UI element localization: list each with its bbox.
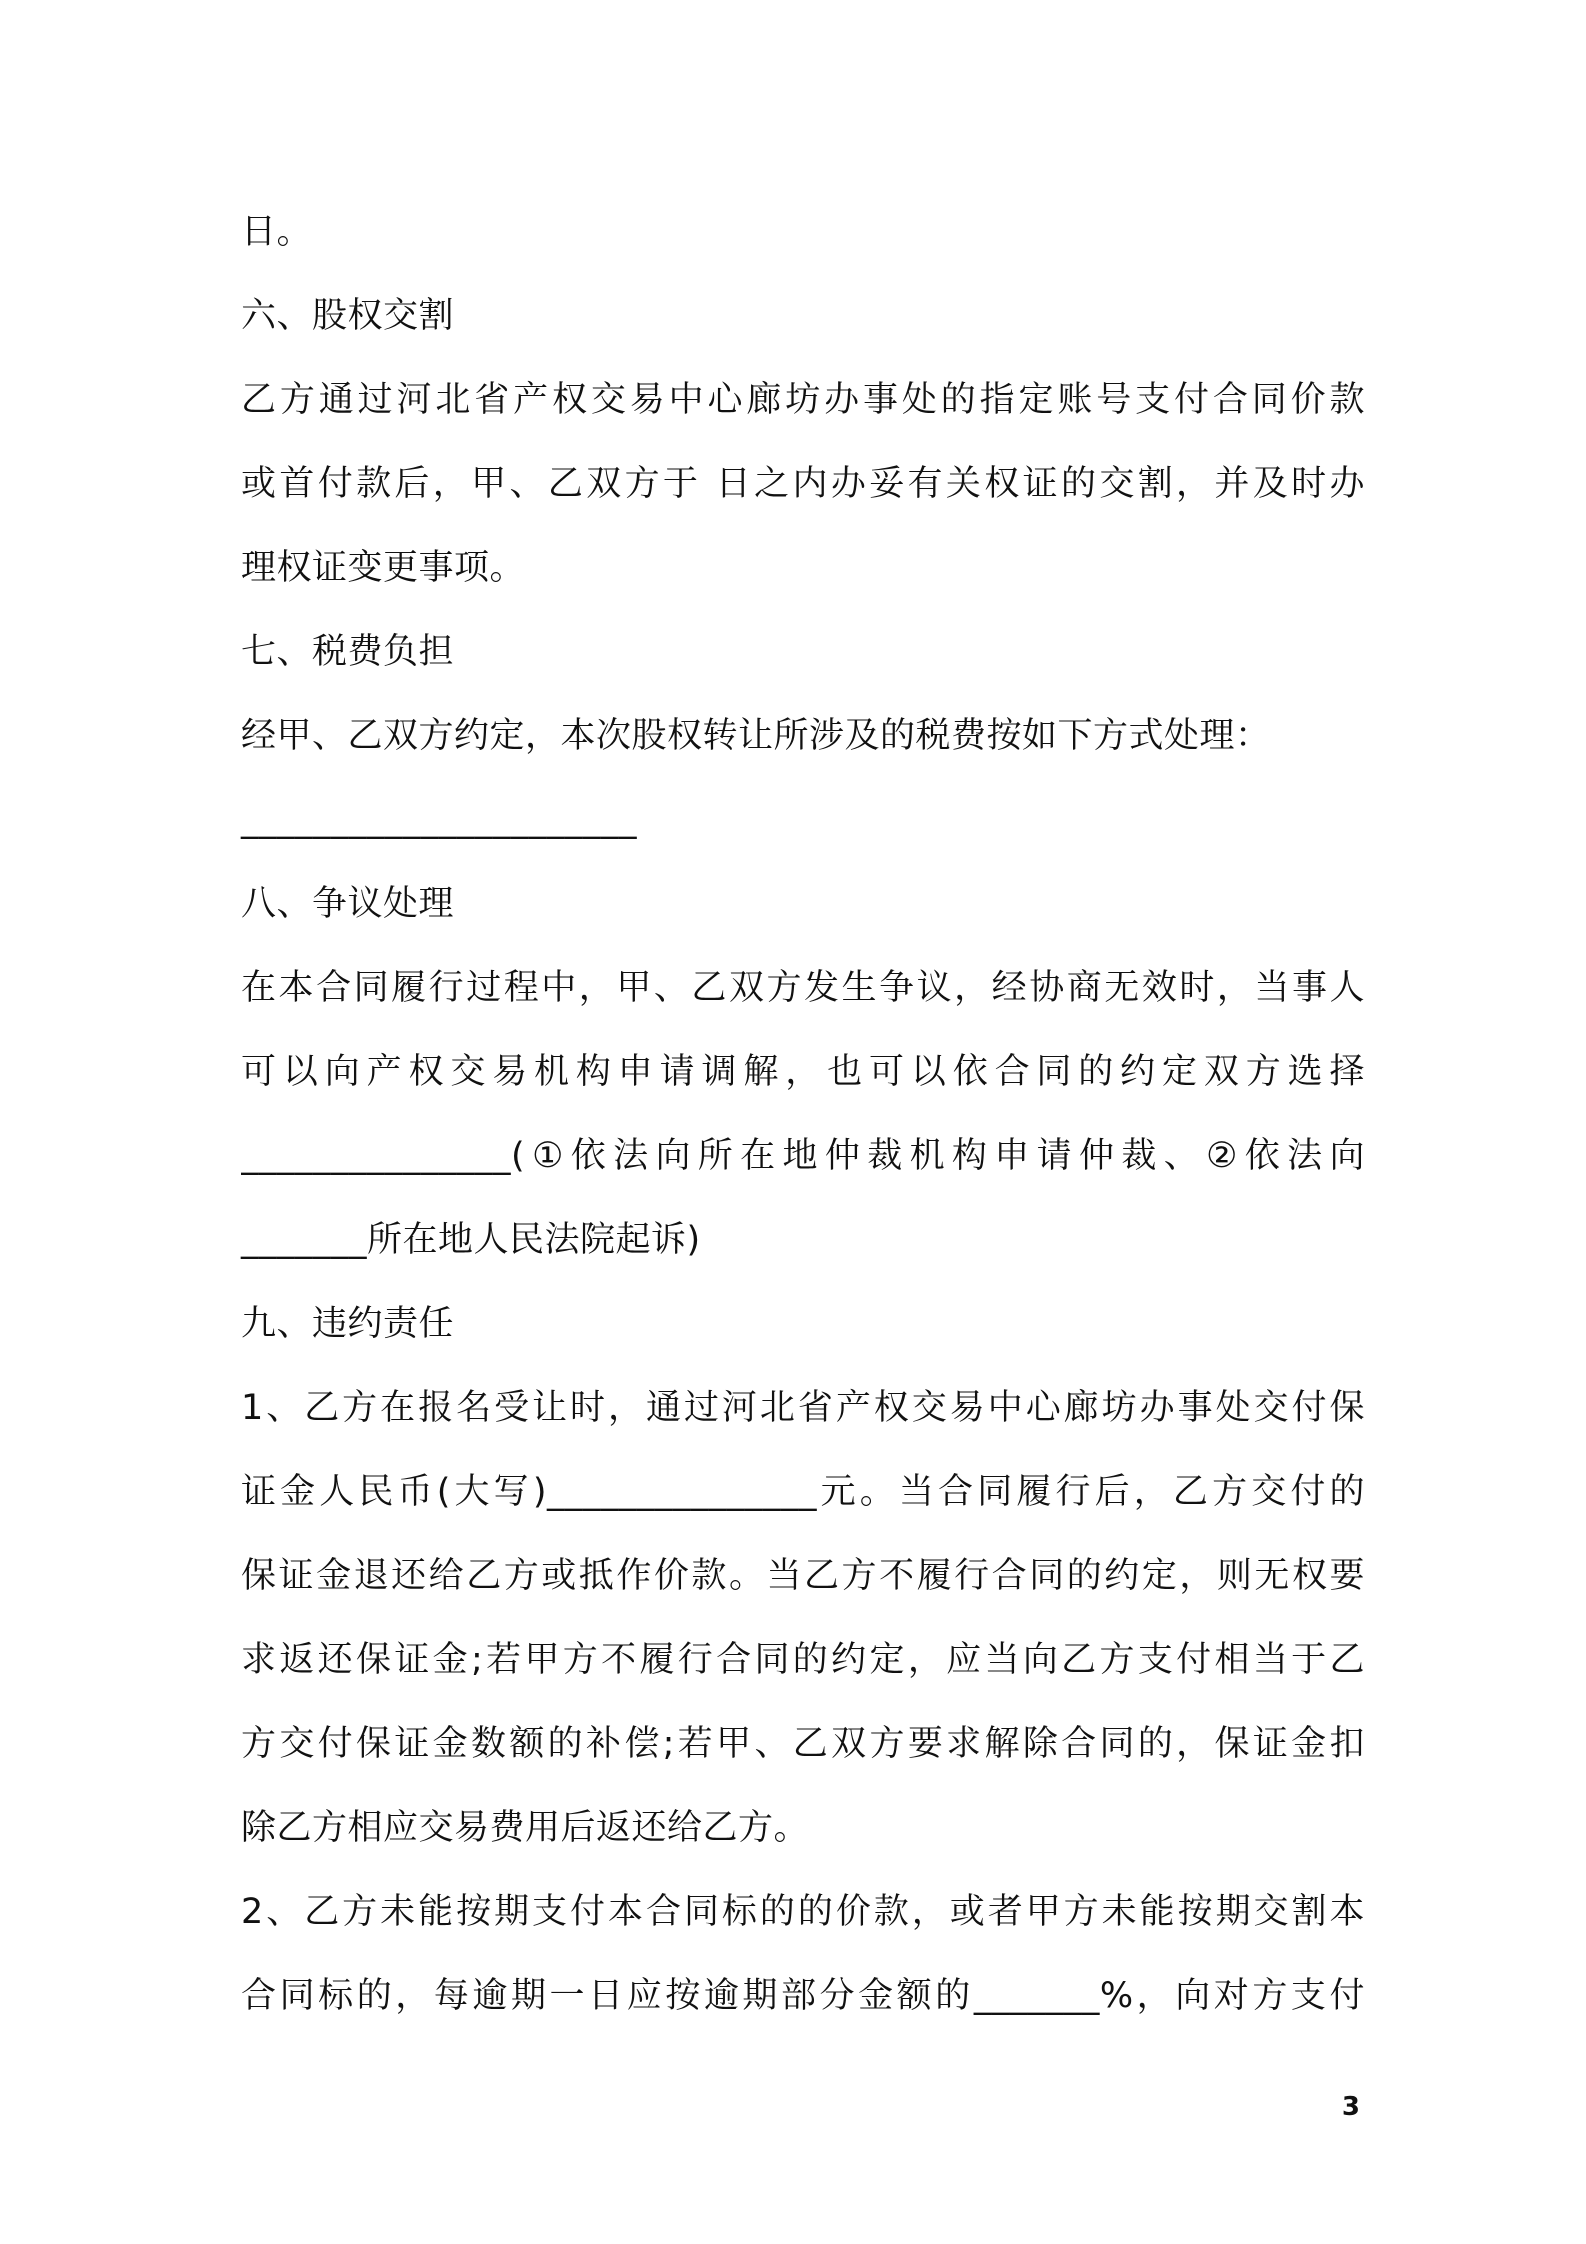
document-body — [241, 190, 1365, 2038]
text-line: 方交付保证金数额的补偿;若甲、乙双方要求解除合同的，保证金扣 — [241, 1724, 1365, 1764]
section-heading-share-delivery: 六、股权交割 — [241, 296, 455, 336]
text-line: 除乙方相应交易费用后返还给乙方。 — [241, 1808, 810, 1848]
text-line: 合同标的，每逾期一日应按逾期部分金额的_______%，向对方支付 — [241, 1976, 1365, 2016]
section-heading-liability: 九、违约责任 — [241, 1304, 455, 1344]
text-line: 证金人民币(大写)_______________元。当合同履行后，乙方交付的 — [241, 1472, 1365, 1512]
text-line: 乙方通过河北省产权交易中心廊坊办事处的指定账号支付合同价款 — [241, 380, 1365, 420]
text-line: _______________(①依法向所在地仲裁机构申请仲裁、②依法向 — [241, 1136, 1365, 1176]
text-line: _______所在地人民法院起诉) — [241, 1220, 701, 1260]
text-line: 经甲、乙双方约定，本次股权转让所涉及的税费按如下方式处理： — [241, 716, 1271, 756]
text-line: 1、乙方在报名受让时，通过河北省产权交易中心廊坊办事处交付保 — [241, 1388, 1365, 1428]
text-line: 保证金退还给乙方或抵作价款。当乙方不履行合同的约定，则无权要 — [241, 1556, 1365, 1596]
section-heading-dispute: 八、争议处理 — [241, 884, 455, 924]
text-line: 2、乙方未能按期支付本合同标的的价款，或者甲方未能按期交割本 — [241, 1892, 1365, 1932]
text-line: 在本合同履行过程中，甲、乙双方发生争议，经协商无效时，当事人 — [241, 968, 1365, 1008]
text-line: 理权证变更事项。 — [241, 548, 526, 588]
text-line: 求返还保证金;若甲方不履行合同的约定，应当向乙方支付相当于乙 — [241, 1640, 1365, 1680]
text-line: 可以向产权交易机构申请调解，也可以依合同的约定双方选择 — [241, 1052, 1365, 1092]
text-line: 日。 — [241, 212, 313, 252]
page-number: 3 — [1341, 2092, 1360, 2122]
section-heading-tax-burden: 七、税费负担 — [241, 632, 455, 672]
blank-underline: ______________________ — [241, 800, 637, 840]
text-line: 或首付款后，甲、乙双方于 日之内办妥有关权证的交割，并及时办 — [241, 464, 1365, 504]
